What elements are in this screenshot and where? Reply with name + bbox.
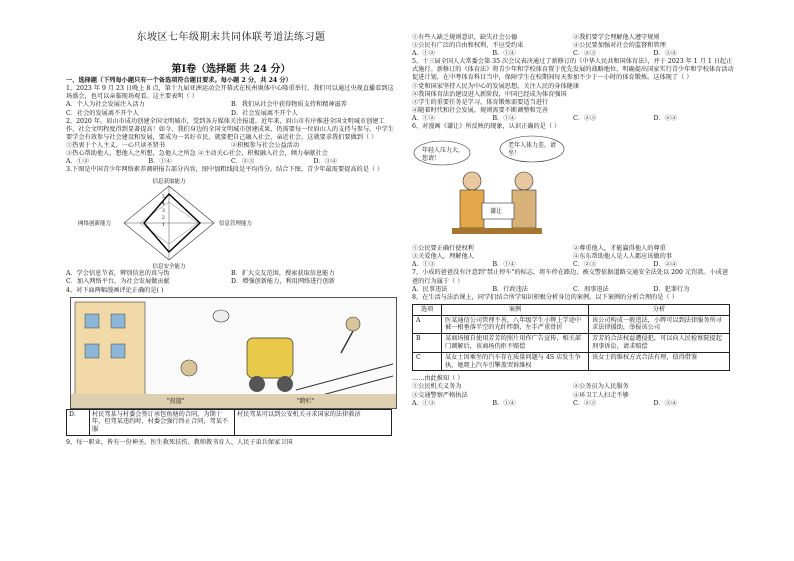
- jumping-person-icon: [346, 317, 360, 331]
- radar-chart: [74, 176, 274, 270]
- table-header-row: [413, 304, 730, 315]
- row-a-letter: A: [413, 315, 442, 334]
- q8-options: [412, 400, 734, 408]
- q8-stem: 8、在生活与法治课上，同学们结合所学知识积极分析身边的案例。以下案例的分析合理的是（ ）: [412, 293, 678, 301]
- q5-top-item-3: ③公民有广泛的自由和权利，不应受约束: [412, 42, 524, 50]
- q6-item-2: ②尊重他人，才能赢得他人的尊重: [573, 245, 666, 253]
- q2-option-a: A．①②: [66, 158, 90, 166]
- q3-option-b: B．扩大交友范围，搜索获取信息能力: [231, 270, 335, 278]
- q7-option-b: B．行政违法: [492, 285, 528, 293]
- trash-bag-icon: [213, 310, 229, 322]
- bench-icon: [452, 228, 542, 234]
- table-row: [413, 334, 730, 353]
- q5-top-items: [412, 34, 734, 50]
- ground: [71, 394, 396, 408]
- q5-top-option-b: B．①④: [492, 50, 516, 58]
- q2-stem: 2、2020 年，眉山市成功创建全国文明城市，受到各方媒体关注报道。近年来，眉山市有序推进全国文明城市创建工作，社会文明程度得到显著提高！如今，我们身边的全国文明城市创建成果，仍需要每一位眉山人的支持与参与。中学生要学会有效参与社会建设和发展，要成为一名好市民，就要把自己融入社会，亲近社会。这就要求我们要做到（ ）: [66, 117, 394, 141]
- q5-top-item-4: ④公民要加强对社会的监督和管理: [573, 42, 666, 50]
- q4-stem: 4、对下面两幅漫画评论正确的是( ): [66, 286, 164, 294]
- row-b-case: 某商场擅自使用芳芳的照片用作广告宣传，相关部门调解后，该商场仍拒不赔偿: [442, 334, 589, 353]
- radar-label-left: 网络创新能力: [78, 221, 112, 228]
- q2-item-3-4: [66, 150, 396, 158]
- q6-stem: 6、对漫画《谦让》所反映的现象，认识正确的是（ ）: [412, 123, 561, 131]
- q2-options: [66, 158, 396, 166]
- young-man-body-icon: [512, 190, 536, 228]
- q8-tail: ……由此推知（ ）: [412, 375, 464, 383]
- header-option: 选项: [413, 304, 442, 315]
- radar-label-bottom: 信息安全能力: [152, 264, 186, 271]
- cartoon-drawing: [71, 298, 396, 408]
- radar-tick-1: 1: [162, 223, 165, 229]
- q2-option-c: C．②③: [231, 158, 255, 166]
- radar-label-top: 信息获取能力: [152, 179, 186, 186]
- q5-top-option-c: C．②③: [573, 50, 597, 58]
- q5-option-a: A．①②: [412, 114, 436, 122]
- q8-option-b: B．①④: [492, 399, 516, 407]
- q8-item-1: ①公民机关义务为: [412, 383, 462, 391]
- q2-item-4: ④主动关心社会，积极融入社会，倾力奉献社会: [197, 150, 328, 158]
- instructions: 一、选择题（下列每小题只有一个备选项符合题目要求。每小题 2 分，共 24 分）: [66, 77, 292, 85]
- row-b-letter: B: [413, 334, 442, 353]
- radar-tick-5: 5: [162, 195, 165, 201]
- young-man-icon: [515, 172, 533, 190]
- q1-option-a: A．个人为社会发展注入活力: [66, 101, 145, 109]
- q1-option-d: D．社会发展离不开个人: [231, 109, 298, 117]
- q2-items: [66, 142, 396, 150]
- q8-item-3: ③交通警察严格执法: [412, 391, 468, 399]
- q5-item-4: ④随着时代和社会发展，规则需要不断调整和完善: [412, 106, 549, 114]
- q5-top-item-2: ②我们要学会理解他人遵守规则: [573, 34, 660, 41]
- sign-text: 谦让: [490, 208, 503, 216]
- q3-stem: 3.下图是中国青少年网络素养调研报告部分内容，图中加粗线段是平均得分。结合下图，青少年最需要提高的是（ ）: [66, 166, 384, 174]
- q8-items: [412, 383, 734, 399]
- wheel-icon: [277, 376, 293, 392]
- header-case: 案例: [442, 304, 589, 315]
- q7-option-c: C．刑事违法: [573, 285, 609, 293]
- bubble-left-text: 年轻人压力大，您请！: [422, 147, 465, 163]
- old-man-body-icon: [460, 190, 484, 228]
- q3-option-a: A．学会信息节省，辨别信息的真与伪: [66, 270, 170, 278]
- row-c-letter: C: [413, 352, 442, 371]
- q5-option-d: D．②④: [653, 114, 678, 122]
- q6-item-4: ④东东帮助他人是人人都应该做的事: [573, 253, 672, 261]
- q1-option-c: C．社会的发展离不开个人: [66, 109, 139, 117]
- table-row: [413, 352, 730, 371]
- radar-tick-3: 3: [162, 209, 165, 215]
- q5-top-option-d: D．③④: [653, 50, 678, 58]
- q1-stem: 1、2023 年 9 月 23 日晚上 8 点，第十九届亚洲运动会开幕式在杭州奥体中心隆重举行，我们可以通过央视直播看到这场盛会，也可以亲临现场观看。这主要表明（ ）: [66, 85, 394, 101]
- radar-tick-2: 2: [162, 216, 165, 222]
- q4-cartoon: [70, 297, 397, 409]
- radar-tick-4: 4: [162, 202, 165, 208]
- q3-option-c: C．加入网络平台，为社会发展做贡献: [66, 278, 170, 286]
- q5-option-b: B．①④: [492, 114, 516, 122]
- q5-option-c: C．②③: [573, 114, 597, 122]
- q8-table: [412, 304, 730, 372]
- q9-stem: 9、每一职业，皆有一份神圣。医生救死扶伤、教师教书育人、人民子弟兵保家卫国: [66, 438, 293, 446]
- right-column: [412, 0, 734, 408]
- window-icon: [111, 314, 125, 328]
- q6-option-c: C．②③: [573, 261, 597, 269]
- q6-item-3: ③关爱他人，理解他人: [412, 253, 474, 261]
- q7-option-a: A．民事违法: [412, 285, 448, 293]
- q8-item-4: ④环卫工人扫走不够: [573, 391, 629, 399]
- q3-options: [66, 270, 396, 286]
- q6-option-a: A．①③: [412, 261, 436, 269]
- person-body-icon: [341, 331, 353, 353]
- row-c-case: 某女士因乘坐的汽车存在质量问题与 4S 店发生争执，她爬上汽车引擎盖哭诉维权: [442, 352, 589, 371]
- table-row: [413, 315, 730, 334]
- q6-items: [412, 245, 734, 261]
- case-cell: 村民驾某与村委会签订承包鱼塘的合同，为期十年，但驾某违约时，村委会强行终止合同，驾某不服: [90, 409, 235, 435]
- q1-option-b: B．我们从社会中获得物质支持和精神滋养: [231, 101, 347, 109]
- q7-options: [412, 286, 734, 294]
- left-column: [66, 0, 396, 447]
- q5-item-2: ②我国体育法治建设进入新阶段，中国已经成为体育强国: [412, 90, 567, 98]
- table-row: [67, 409, 392, 435]
- q6-option-b: B．①④: [492, 261, 516, 269]
- window-icon: [111, 344, 125, 358]
- q2-item-2: ②积极参与社会公益活动: [231, 141, 300, 149]
- q8-item-2: ②公务员为人民服务: [573, 383, 629, 391]
- window-icon: [85, 314, 99, 328]
- q8-option-a: A．①③: [412, 399, 436, 407]
- railing-icon: [296, 364, 393, 390]
- caption-shooting: "投篮": [167, 397, 185, 405]
- window-icon: [85, 344, 99, 358]
- q3-option-d: D．增强创新能力，利用网络进行创新: [231, 278, 335, 286]
- q6-item-1: ①公民要正确行使权利: [412, 245, 474, 253]
- row-a-case: 医某通信公司管理不善，八年级学生小辉上学途中被一根垂落半空的光纤绊倒，左手严重骨折: [442, 315, 589, 334]
- q7-option-d: D．犯罪行为: [653, 285, 690, 293]
- row-c-analysis: 该女士的维权方式合法有理，值得借鉴: [589, 352, 730, 371]
- row-b-analysis: 芳芳的合法权益遭侵犯，可以向人民检察院提起刑事诉讼，请求赔偿: [589, 334, 730, 353]
- q6-comic: [412, 133, 582, 245]
- q5-item-1: ①党和国家坚持人民为中心的发展思想，关注人民的身体健康: [412, 82, 580, 90]
- exam-title: 东坡区七年级期末共同体联考道法练习题: [136, 32, 326, 43]
- q2-item-1: ①热衷于个人主义，一心只读圣贤书: [66, 141, 165, 149]
- old-man-icon: [463, 172, 481, 190]
- analysis-cell: 村民驾某可以到公安机关寻求国家的法律救济: [235, 409, 392, 435]
- q8-option-c: C．②③: [573, 399, 597, 407]
- q1-options: [66, 101, 396, 117]
- row-letter: D．: [67, 409, 90, 435]
- caption-hurdles: "跨栏": [297, 397, 315, 405]
- q4-option-d-table: [66, 409, 392, 436]
- q7-stem: 7、小成的爸爸没有注意到"禁止停车"的标志，将车停在路边，被交警依据道路交通安全法处以 200 元罚款。小成爸爸的行为属于（ ）: [412, 269, 729, 285]
- radar-label-right: 信息管理能力: [219, 221, 253, 228]
- wheel-icon: [249, 376, 265, 392]
- bubble-right-text: 老年人体力差，请坐！: [508, 142, 557, 158]
- q8-option-d: D．③④: [653, 399, 678, 407]
- q5-top-option-a: A．①②: [412, 50, 436, 58]
- q5-item-3: ③学生的重要任务是学习，体育锻炼需要适当进行: [412, 98, 549, 106]
- q5-top-item-1: ①有些人缺乏规则意识，缺失社会公德: [412, 34, 518, 41]
- q2-option-b: B．①④: [148, 158, 172, 166]
- row-a-analysis: 该公司构成一般违法，小辉可以到法律服务所寻求法律援助，举报该公司: [589, 315, 730, 334]
- car-icon: [247, 338, 293, 378]
- q2-option-d: D．③④: [313, 158, 338, 166]
- q5-stem: 5、十三届全国人大常委会第 35 次会议表决通过了新修订的《中华人民共和国体育法》，并于 2023 年 1 月 1 日起正式施行。新修订的《体育法》将青少年和学校体育置于优先发展的战略地位，明确提出国家实行青少年和学校体育活动促进计划，在中考体育科目当中，保障学生在校期间每天参加不少于一小时的体育锻炼。这体现了（ ）: [412, 58, 734, 82]
- q6-option-d: D．②④: [653, 261, 678, 269]
- spacer: [412, 0, 734, 34]
- q2-item-3: ③热心帮助他人，想他人之所想，急他人之所急: [66, 150, 196, 158]
- section-heading: 第Ⅰ卷（选择题 共 24 分）: [171, 64, 291, 76]
- header-analysis: 分析: [589, 304, 730, 315]
- q5-options: [412, 115, 734, 123]
- person-icon: [181, 360, 197, 376]
